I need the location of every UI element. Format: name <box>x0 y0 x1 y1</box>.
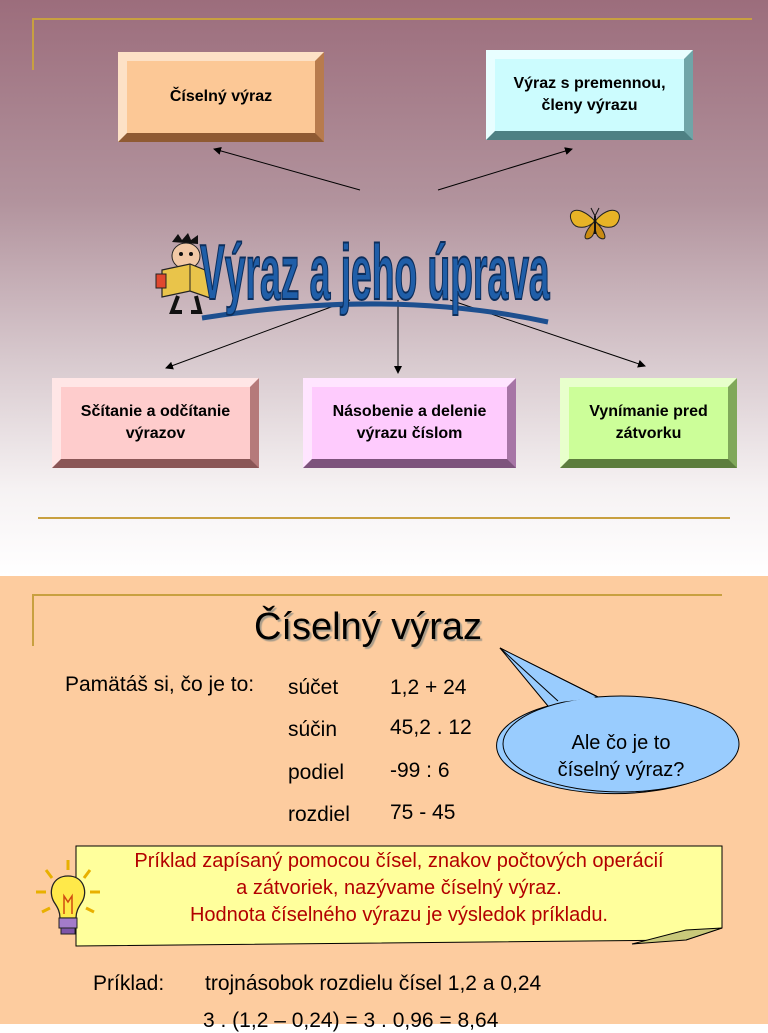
term-name: súčet <box>288 676 339 699</box>
bubble-line: číselný výraz? <box>557 759 685 781</box>
term-name: súčin <box>288 718 338 741</box>
box-label: Násobenie a delenie <box>332 402 487 420</box>
box-label: zátvorku <box>615 425 682 442</box>
title-text: Výraz a jeho úprava <box>200 228 551 317</box>
box-label: výrazov <box>125 425 186 442</box>
topic-box-vynimanie[interactable] <box>560 378 737 468</box>
example-calculation: 3 . (1,2 – 0,24) = 3 . 0,96 = 8,64 <box>203 1009 499 1032</box>
butterfly-icon <box>570 208 619 239</box>
definition-line: Hodnota číselného výrazu je výsledok príkladu. <box>189 904 608 926</box>
box-label: výrazu číslom <box>356 425 463 442</box>
term-example: 1,2 + 24 <box>390 676 467 699</box>
definition-note <box>0 576 768 1024</box>
title-wordart <box>150 180 620 330</box>
term-example: 45,2 . 12 <box>390 716 472 739</box>
box-label: členy výrazu <box>541 97 638 114</box>
example-label: Príklad: <box>93 972 165 995</box>
term-name: podiel <box>288 761 345 784</box>
box-label: Číselný výraz <box>169 87 273 105</box>
definition-line: a zátvoriek, nazývame číselný výraz. <box>236 877 562 899</box>
term-example: -99 : 6 <box>390 759 450 782</box>
topic-box-scitanie[interactable] <box>52 378 259 468</box>
page-title: Číselný výraz <box>253 606 483 648</box>
definition-line: Príklad zapísaný pomocou čísel, znakov počtových operácií <box>134 850 664 872</box>
intro-text: Pamätáš si, čo je to: <box>65 673 255 696</box>
term-example: 75 - 45 <box>390 801 456 824</box>
topic-box-ciselny-vyraz[interactable] <box>118 52 324 142</box>
slide-2 <box>0 576 768 1032</box>
term-name: rozdiel <box>288 803 350 826</box>
box-label: Sčítanie a odčítanie <box>80 402 231 420</box>
example-text: trojnásobok rozdielu čísel 1,2 a 0,24 <box>205 972 542 995</box>
box-label: Vynímanie pred <box>589 402 708 420</box>
topic-box-nasobenie[interactable] <box>303 378 516 468</box>
bubble-line: Ale čo je to <box>571 732 671 754</box>
definition-text <box>76 848 722 929</box>
box-label: Výraz s premennou, <box>513 74 666 92</box>
topic-box-vyraz-s-premennou[interactable] <box>486 50 693 140</box>
